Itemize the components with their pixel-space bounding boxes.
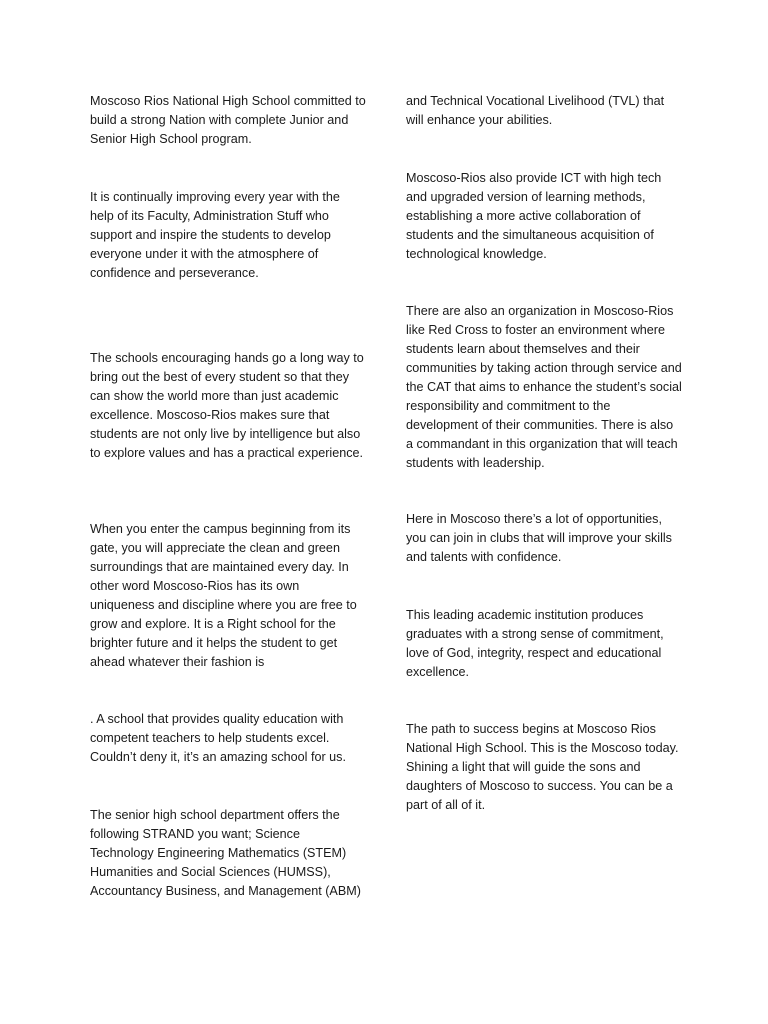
right-paragraph-3: There are also an organization in Moscoso-Rios like Red Cross to foster an environment where students learn about themselves and their communities by taking action through service and the CAT that aims to enhance the student’s social responsibility and commitment to the development of their communities. There is also a commandant in this organization that will teach students with leadership. [406, 304, 682, 470]
left-paragraph-1: Moscoso Rios National High School committed to build a strong Nation with complete Junior and Senior High School program. [90, 94, 366, 146]
left-paragraph-2: It is continually improving every year with the help of its Faculty, Administration Stuff who support and inspire the students to develop everyone under it with the atmosphere of confidence and perseverance. [90, 190, 340, 280]
right-paragraph-5: This leading academic institution produces graduates with a strong sense of commitment, love of God, integrity, respect and educational excellence. [406, 608, 664, 679]
right-paragraph-1: and Technical Vocational Livelihood (TVL) that will enhance your abilities. [406, 94, 665, 127]
left-paragraph-4: When you enter the campus beginning from its gate, you will appreciate the clean and green surroundings that are maintained every day. In other word Moscoso-Rios has its own uniqueness and discipline where you are free to grow and explore. It is a Right school for the brighter future and it helps the student to get ahead whatever their fashion is [90, 522, 357, 669]
right-paragraph-4: Here in Moscoso there’s a lot of opportunities, you can join in clubs that will improve your skills and talents with confidence. [406, 512, 672, 564]
right-paragraph-2: Moscoso-Rios also provide ICT with high tech and upgraded version of learning methods, establishing a more active collaboration of students and the simultaneous acquisition of technological knowledge. [406, 171, 662, 261]
left-paragraph-6: The senior high school department offers the following STRAND you want; Science Technology Engineering Mathematics (STEM) Humanities and Social Sciences (HUMSS), Accountancy Business, and Management (ABM) [90, 808, 361, 898]
right-paragraph-6: The path to success begins at Moscoso Rios National High School. This is the Moscoso today. Shining a light that will guide the sons and daughters of Moscoso to success. You can be a part of all of it. [406, 722, 679, 812]
left-paragraph-3: The schools encouraging hands go a long way to bring out the best of every student so that they can show the world more than just academic excellence. Moscoso-Rios makes sure that students are not only live by intelligence but also to explore values and has a practical experience. [90, 351, 364, 460]
left-paragraph-5: . A school that provides quality education with competent teachers to help students excel. Couldn’t deny it, it’s an amazing school for us. [90, 712, 346, 764]
